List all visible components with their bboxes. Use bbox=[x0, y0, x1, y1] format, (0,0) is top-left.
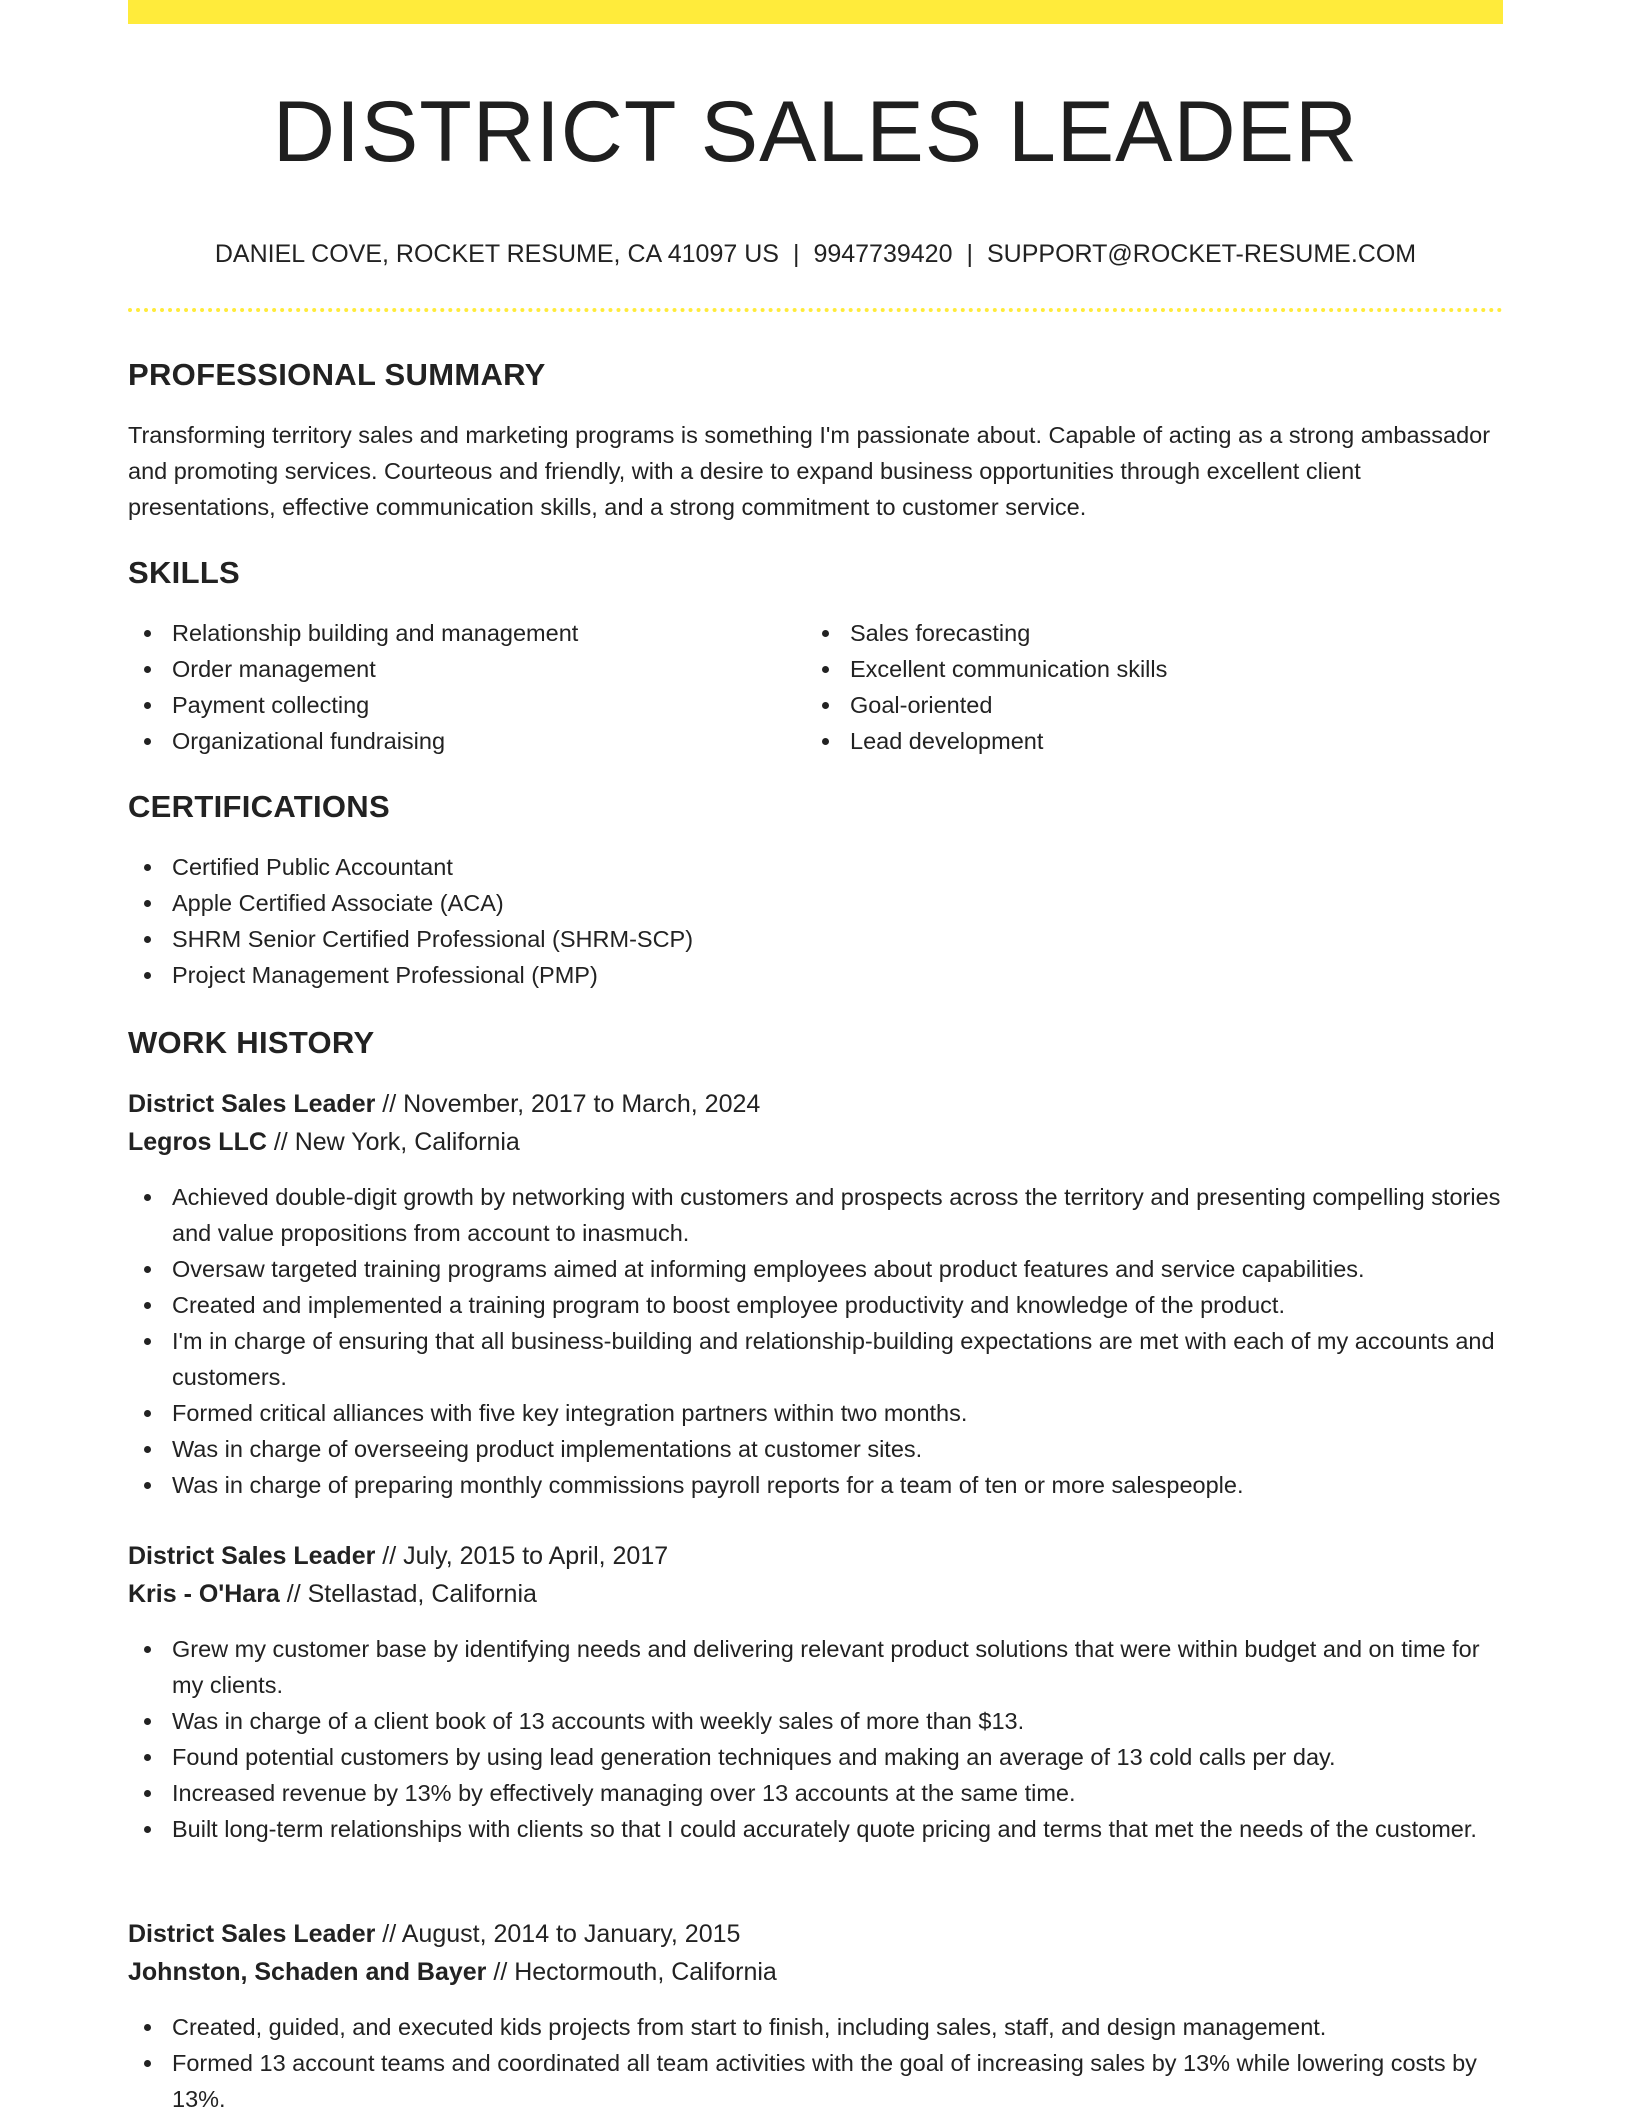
job-bullet: Oversaw targeted training programs aimed at informing employees about product features and service capabilities. bbox=[128, 1251, 1503, 1287]
job-bullets bbox=[128, 1179, 1503, 1503]
contact-address: DANIEL COVE, ROCKET RESUME, CA 41097 US bbox=[214, 240, 779, 268]
job-title: District Sales Leader bbox=[128, 1090, 376, 1118]
certification-item: Certified Public Accountant bbox=[128, 849, 1503, 885]
skill-item: Excellent communication skills bbox=[806, 651, 1503, 687]
certifications-list bbox=[128, 849, 1503, 993]
job-dates: // August, 2014 to January, 2015 bbox=[382, 1920, 741, 1948]
contact-phone: 9947739420 bbox=[813, 240, 953, 268]
job-company-line bbox=[128, 1575, 537, 1613]
job-bullet: Created, guided, and executed kids projects from start to finish, including sales, staff, and design management. bbox=[128, 2009, 1503, 2045]
skill-item: Relationship building and management bbox=[128, 615, 798, 651]
job-bullet: Was in charge of overseeing product implementations at customer sites. bbox=[128, 1431, 1503, 1467]
certification-item: Project Management Professional (PMP) bbox=[128, 957, 1503, 993]
job-bullet: Formed critical alliances with five key integration partners within two months. bbox=[128, 1395, 1503, 1431]
job-dates: // July, 2015 to April, 2017 bbox=[382, 1542, 669, 1570]
skill-item: Goal-oriented bbox=[806, 687, 1503, 723]
job-company-line bbox=[128, 1953, 777, 1991]
job-bullet: Created and implemented a training program to boost employee productivity and knowledge of the product. bbox=[128, 1287, 1503, 1323]
job-bullet: Was in charge of preparing monthly commissions payroll reports for a team of ten or more salespeople. bbox=[128, 1467, 1503, 1503]
resume-page bbox=[128, 0, 1503, 2112]
job-title-line bbox=[128, 1915, 740, 1953]
work-history-heading: WORK HISTORY bbox=[128, 1025, 375, 1060]
certification-item: Apple Certified Associate (ACA) bbox=[128, 885, 1503, 921]
contact-line bbox=[128, 236, 1503, 272]
job-bullet: Achieved double-digit growth by networking with customers and prospects across the territory and presenting compelling stories and value propositions from account to inasmuch. bbox=[128, 1179, 1503, 1251]
job-bullet: Built long-term relationships with clients so that I could accurately quote pricing and terms that met the needs of the customer. bbox=[128, 1811, 1503, 1847]
job-bullet: Was in charge of a client book of 13 accounts with weekly sales of more than $13. bbox=[128, 1703, 1503, 1739]
job-bullets bbox=[128, 1631, 1503, 1847]
job-title-line bbox=[128, 1537, 668, 1575]
job-bullet: Formed 13 account teams and coordinated all team activities with the goal of increasing sales by 13% while lowering costs by 13%. bbox=[128, 2045, 1503, 2112]
contact-email: SUPPORT@ROCKET-RESUME.COM bbox=[986, 240, 1417, 268]
job-company: Johnston, Schaden and Bayer bbox=[128, 1958, 487, 1986]
job-dates: // November, 2017 to March, 2024 bbox=[382, 1090, 761, 1118]
skill-item: Lead development bbox=[806, 723, 1503, 759]
job-location: // Stellastad, California bbox=[286, 1580, 537, 1608]
certifications-heading: CERTIFICATIONS bbox=[128, 789, 390, 824]
job-bullets bbox=[128, 2009, 1503, 2112]
skill-item: Order management bbox=[128, 651, 798, 687]
header-divider bbox=[128, 308, 1503, 312]
contact-separator: | bbox=[966, 240, 973, 268]
skill-item: Payment collecting bbox=[128, 687, 798, 723]
skill-item: Organizational fundraising bbox=[128, 723, 798, 759]
job-title-line bbox=[128, 1085, 760, 1123]
summary-heading: PROFESSIONAL SUMMARY bbox=[128, 357, 546, 392]
job-company: Legros LLC bbox=[128, 1128, 267, 1156]
job-bullet: Found potential customers by using lead generation techniques and making an average of 13 cold calls per day. bbox=[128, 1739, 1503, 1775]
skill-item: Sales forecasting bbox=[806, 615, 1503, 651]
job-location: // New York, California bbox=[273, 1128, 520, 1156]
job-location: // Hectormouth, California bbox=[493, 1958, 777, 1986]
top-accent-bar bbox=[128, 0, 1503, 24]
skills-list-right bbox=[806, 615, 1503, 759]
job-bullet: Increased revenue by 13% by effectively managing over 13 accounts at the same time. bbox=[128, 1775, 1503, 1811]
job-title: District Sales Leader bbox=[128, 1542, 376, 1570]
skills-list-left bbox=[128, 615, 798, 759]
job-title: District Sales Leader bbox=[128, 1920, 376, 1948]
job-bullet: I'm in charge of ensuring that all business-building and relationship-building expectations are met with each of my accounts and customers. bbox=[128, 1323, 1503, 1395]
job-company: Kris - O'Hara bbox=[128, 1580, 280, 1608]
job-company-line bbox=[128, 1123, 520, 1161]
skills-heading: SKILLS bbox=[128, 555, 241, 590]
resume-title: DISTRICT SALES LEADER bbox=[272, 84, 1359, 180]
certification-item: SHRM Senior Certified Professional (SHRM-SCP) bbox=[128, 921, 1503, 957]
summary-text: Transforming territory sales and marketing programs is something I'm passionate about. Capable of acting as a strong ambassador and promoting services. Courteous and friendly, with a desire to expand business opportunities through excellent client presentations, effective communication skills, and a strong commitment to customer service. bbox=[128, 422, 1491, 520]
job-bullet: Grew my customer base by identifying needs and delivering relevant product solutions that were within budget and on time for my clients. bbox=[128, 1631, 1503, 1703]
contact-separator: | bbox=[792, 240, 800, 268]
